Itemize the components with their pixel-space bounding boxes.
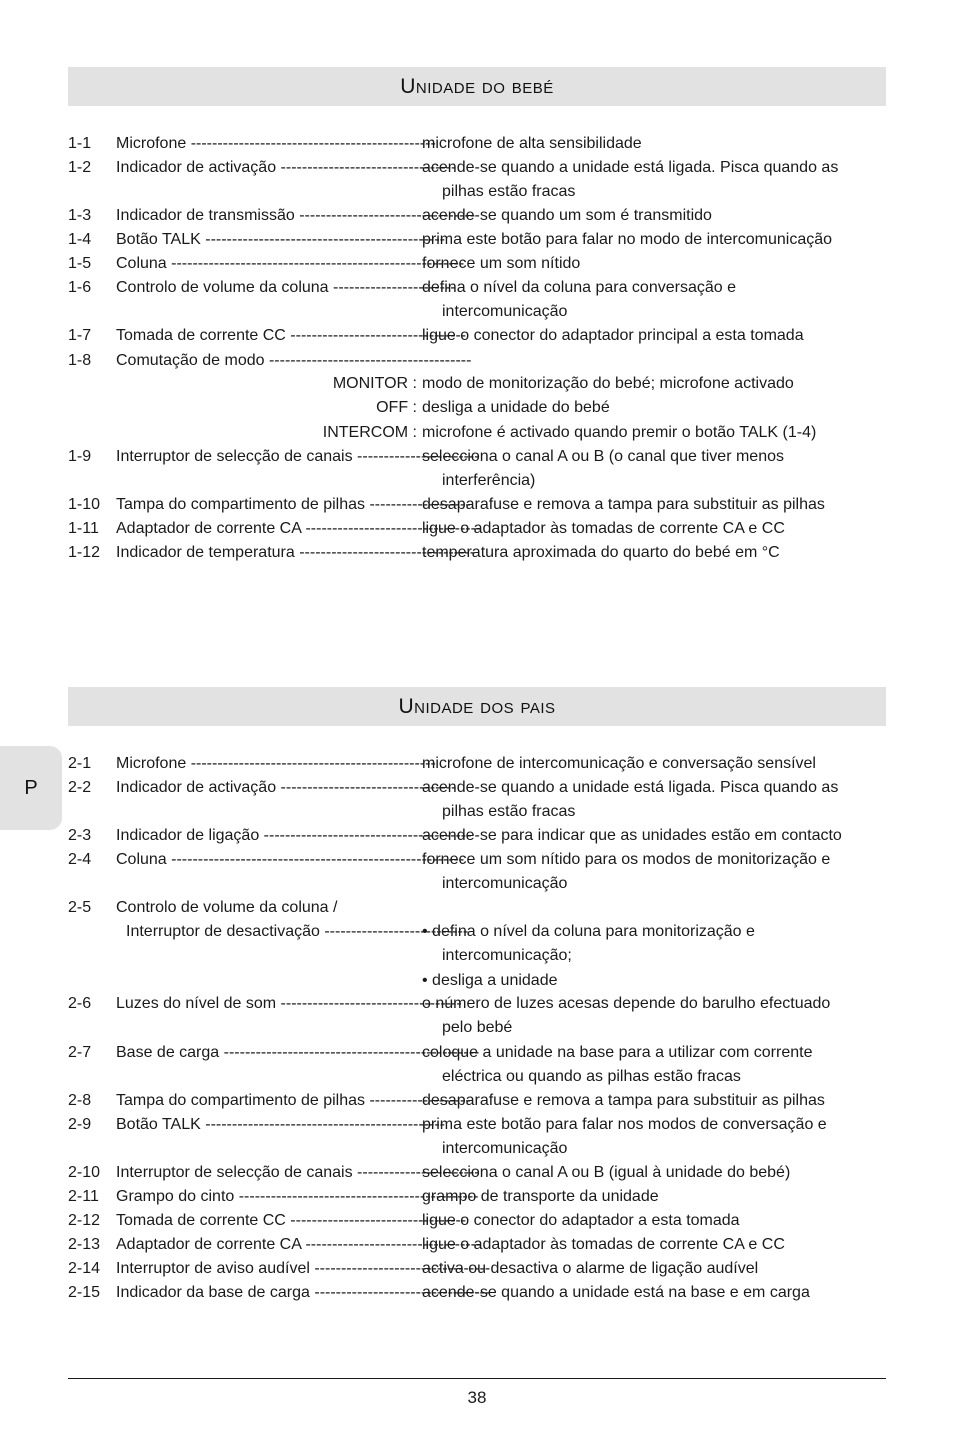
item-name: Microfone ---------------------------------------------- — [116, 755, 436, 772]
item-number: 1-7 — [68, 327, 92, 344]
item-description: selecciona o canal A ou B (igual à unidade do bebé) — [422, 1164, 791, 1181]
item-name: Adaptador de corrente CA --------------------------------- — [116, 520, 482, 537]
section-header-parent-unit — [68, 687, 886, 726]
item-name: Interruptor de desactivação --------------------------- — [126, 923, 469, 940]
section-title: Unidade do bebé — [400, 74, 554, 98]
item-description-continued: intercomunicação — [442, 875, 568, 892]
item-description: microfone de alta sensibilidade — [422, 135, 642, 152]
item-name: Grampo do cinto --------------------------------------------- — [116, 1188, 479, 1205]
item-name: Coluna ------------------------------------------------------- — [116, 851, 465, 868]
item-description: temperatura aproximada do quarto do bebé em °C — [422, 544, 780, 561]
item-description: acende-se para indicar que as unidades estão em contacto — [422, 827, 842, 844]
item-number: 2-5 — [68, 899, 92, 916]
item-name: Botão TALK --------------------------------------------- — [116, 231, 446, 248]
item-number: 2-14 — [68, 1260, 101, 1277]
mode-description: microfone é activado quando premir o botão TALK (1-4) — [422, 424, 817, 441]
item-description: • defina o nível da coluna para monitorização e — [422, 923, 755, 940]
item-number: 1-6 — [68, 279, 92, 296]
item-number: 2-10 — [68, 1164, 101, 1181]
item-name: Indicador de ligação --------------------------------------- — [116, 827, 472, 844]
item-description: defina o nível da coluna para conversação e — [422, 279, 736, 296]
item-number: 2-2 — [68, 779, 92, 796]
item-name: Indicador de activação --------------------------------- — [116, 779, 457, 796]
mode-label: OFF : — [376, 399, 417, 416]
item-number: 1-12 — [68, 544, 101, 561]
item-description-continued: pilhas estão fracas — [442, 803, 576, 820]
item-description: ligue o adaptador às tomadas de corrente CA e CC — [422, 1236, 785, 1253]
item-description: coloque a unidade na base para a utilizar com corrente — [422, 1044, 813, 1061]
item-description: ligue o adaptador às tomadas de corrente CA e CC — [422, 520, 785, 537]
item-name: Controlo de volume da coluna / — [116, 899, 338, 916]
item-number: 1-1 — [68, 135, 92, 152]
item-description: o número de luzes acesas depende do barulho efectuado — [422, 995, 831, 1012]
item-description-continued: interferência) — [442, 472, 536, 489]
item-number: 2-8 — [68, 1092, 92, 1109]
item-description: prima este botão para falar nos modos de conversação e — [422, 1116, 827, 1133]
item-number: 2-15 — [68, 1284, 101, 1301]
item-number: 1-11 — [68, 520, 99, 537]
item-number: 2-13 — [68, 1236, 101, 1253]
item-name: Tampa do compartimento de pilhas ------------------- — [116, 496, 471, 513]
item-number: 2-7 — [68, 1044, 92, 1061]
footer-divider — [68, 1378, 886, 1379]
item-description: ligue o conector do adaptador principal a esta tomada — [422, 327, 804, 344]
language-tab-label: P — [24, 776, 38, 799]
item-number: 2-11 — [68, 1188, 99, 1205]
mode-description: desliga a unidade do bebé — [422, 399, 610, 416]
item-number: 1-2 — [68, 159, 92, 176]
item-description: acende-se quando um som é transmitido — [422, 207, 712, 224]
section-header-baby-unit — [68, 67, 886, 106]
page-number: 38 — [467, 1388, 487, 1407]
item-description-continued: intercomunicação — [442, 303, 568, 320]
item-name: Interruptor de selecção de canais ----------------------- — [116, 448, 480, 465]
item-description: fornece um som nítido para os modos de monitorização e — [422, 851, 831, 868]
item-description-continued: intercomunicação — [442, 1140, 568, 1157]
section-title: Unidade dos pais — [398, 694, 556, 718]
item-number: 2-1 — [68, 755, 92, 772]
item-description: ligue o conector do adaptador a esta tomada — [422, 1212, 740, 1229]
mode-label: INTERCOM : — [322, 424, 417, 441]
item-number: 1-8 — [68, 352, 92, 369]
mode-label: MONITOR : — [332, 375, 417, 392]
item-name: Comutação de modo -------------------------------------- — [116, 352, 472, 369]
item-description: fornece um som nítido — [422, 255, 581, 272]
item-number: 1-9 — [68, 448, 92, 465]
item-name: Tomada de corrente CC --------------------------------- — [116, 1212, 467, 1229]
item-name: Indicador de activação --------------------------------- — [116, 159, 457, 176]
item-name: Indicador de transmissão --------------------------------- — [116, 207, 476, 224]
item-number: 1-3 — [68, 207, 92, 224]
item-description: microfone de intercomunicação e conversação sensível — [422, 755, 816, 772]
item-description: grampo de transporte da unidade — [422, 1188, 659, 1205]
item-name: Botão TALK --------------------------------------------- — [116, 1116, 446, 1133]
item-description: • desliga a unidade — [422, 972, 558, 989]
item-number: 2-12 — [68, 1212, 101, 1229]
item-number: 2-9 — [68, 1116, 92, 1133]
item-name: Interruptor de aviso audível --------------------------------- — [116, 1260, 491, 1277]
item-name: Tomada de corrente CC --------------------------------- — [116, 327, 467, 344]
language-tab — [0, 746, 62, 830]
item-name: Controlo de volume da coluna ----------------------- — [116, 279, 456, 296]
item-number: 1-10 — [68, 496, 101, 513]
item-description-continued: eléctrica ou quando as pilhas estão fracas — [442, 1068, 741, 1085]
item-description: acende-se quando a unidade está na base e em carga — [422, 1284, 810, 1301]
item-description: acende-se quando a unidade está ligada. Pisca quando as — [422, 159, 839, 176]
item-name: Luzes do nível de som ---------------------------------- — [116, 995, 462, 1012]
item-name: Indicador de temperatura --------------------------------- — [116, 544, 476, 561]
item-number: 1-5 — [68, 255, 92, 272]
item-description: acende-se quando a unidade está ligada. Pisca quando as — [422, 779, 839, 796]
item-description: activa ou desactiva o alarme de ligação audível — [422, 1260, 759, 1277]
item-name: Coluna ------------------------------------------------------- — [116, 255, 465, 272]
item-name: Adaptador de corrente CA --------------------------------- — [116, 1236, 482, 1253]
item-description-continued: pelo bebé — [442, 1019, 513, 1036]
item-name: Interruptor de selecção de canais ----------------------- — [116, 1164, 480, 1181]
item-description: prima este botão para falar no modo de intercomunicação — [422, 231, 833, 248]
item-name: Base de carga ------------------------------------------------ — [116, 1044, 480, 1061]
item-description: desaparafuse e remova a tampa para substituir as pilhas — [422, 1092, 825, 1109]
mode-description: modo de monitorização do bebé; microfone activado — [422, 375, 794, 392]
item-description: selecciona o canal A ou B (o canal que tiver menos — [422, 448, 784, 465]
item-name: Microfone ---------------------------------------------- — [116, 135, 436, 152]
item-number: 2-3 — [68, 827, 92, 844]
item-name: Tampa do compartimento de pilhas ------------------- — [116, 1092, 471, 1109]
item-number: 2-4 — [68, 851, 92, 868]
item-name: Indicador da base de carga --------------------------------- — [116, 1284, 491, 1301]
item-number: 1-4 — [68, 231, 92, 248]
item-description: desaparafuse e remova a tampa para substituir as pilhas — [422, 496, 825, 513]
item-number: 2-6 — [68, 995, 92, 1012]
item-description-continued: intercomunicação; — [442, 947, 572, 964]
item-description-continued: pilhas estão fracas — [442, 183, 576, 200]
